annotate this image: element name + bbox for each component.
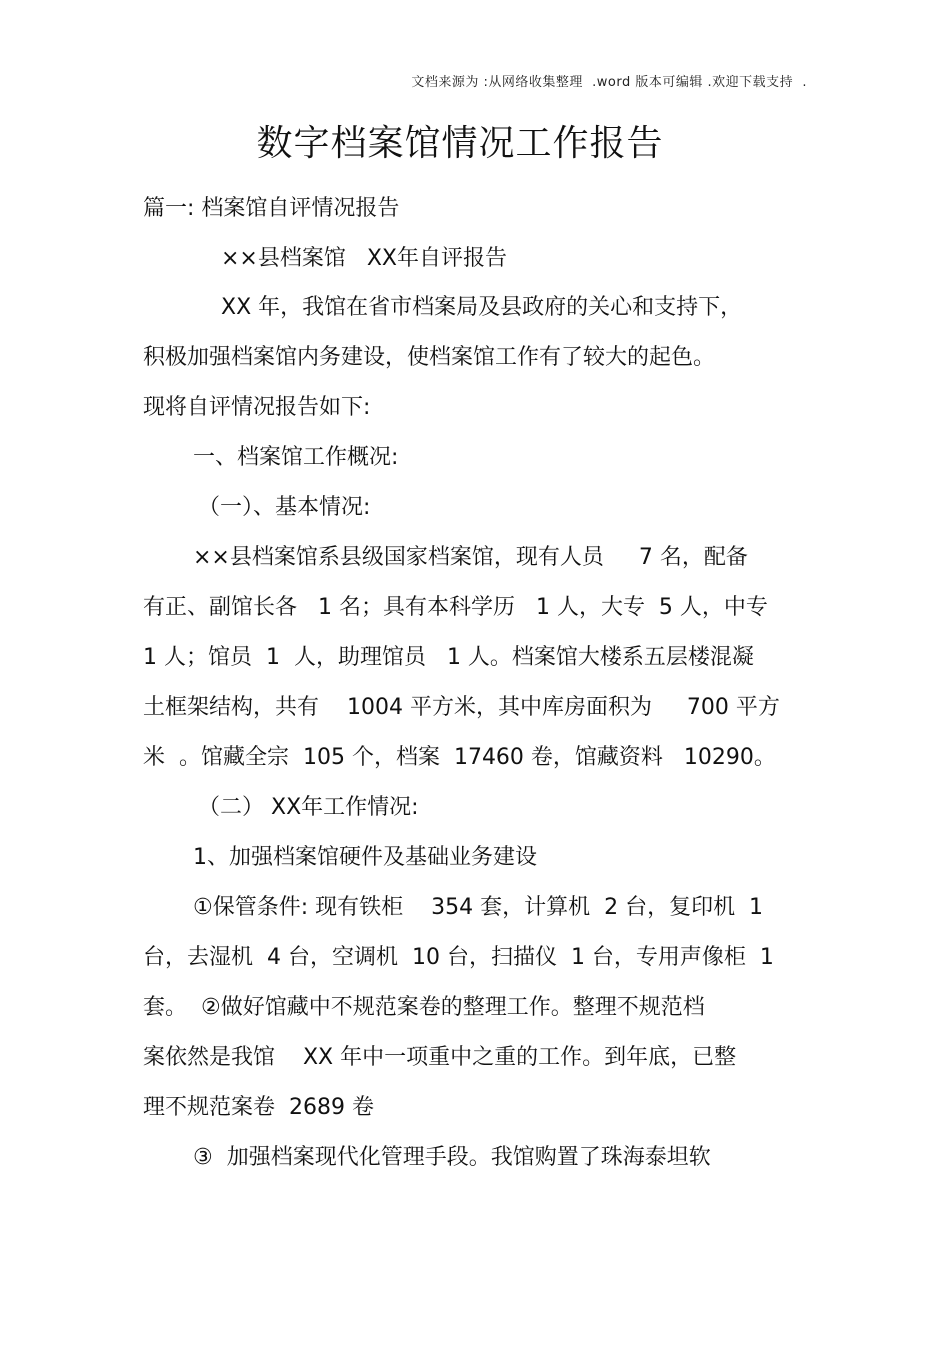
item-heading: 1、加强档案馆硬件及基础业务建设 — [193, 845, 537, 870]
paragraph-line: 案依然是我馆 XX 年中一项重中之重的工作。到年底，已整 — [143, 1045, 737, 1070]
paragraph-line: XX 年，我馆在省市档案局及县政府的关心和支持下， — [221, 295, 743, 320]
document-title: 数字档案馆情况工作报告 — [256, 123, 664, 164]
paragraph-line: 理不规范案卷 2689 卷 — [143, 1095, 374, 1120]
paragraph-line: ③ 加强档案现代化管理手段。我馆购置了珠海泰坦软 — [193, 1145, 711, 1170]
paragraph-line: 米 。馆藏全宗 105 个，档案 17460 卷，馆藏资料 10290。 — [143, 745, 776, 770]
paragraph-line: 现将自评情况报告如下: — [143, 395, 371, 420]
subsection-heading: （二） XX年工作情况: — [198, 795, 419, 820]
paragraph-line: 1 人；馆员 1 人，助理馆员 1 人。档案馆大楼系五层楼混凝 — [143, 645, 754, 670]
subsection-heading: （一）、基本情况: — [198, 495, 371, 520]
paragraph-line: 有正、副馆长各 1 名；具有本科学历 1 人，大专 5 人，中专 — [143, 595, 768, 620]
paragraph-line: ①保管条件: 现有铁柜 354 套，计算机 2 台，复印机 1 — [193, 895, 764, 920]
section-heading-part-one: 篇一: 档案馆自评情况报告 — [143, 196, 400, 221]
paragraph-line: ××县档案馆系县级国家档案馆，现有人员 7 名，配备 — [193, 545, 748, 570]
paragraph-line: 土框架结构，共有 1004 平方米，其中库房面积为 700 平方 — [143, 695, 780, 720]
paragraph-line: 积极加强档案馆内务建设，使档案馆工作有了较大的起色。 — [143, 345, 716, 370]
header-note: 文档来源为 :从网络收集整理 .word 版本可编辑 .欢迎下载支持 . — [411, 75, 807, 90]
section-heading: 一、档案馆工作概况: — [193, 445, 399, 470]
paragraph-line: 台，去湿机 4 台，空调机 10 台，扫描仪 1 台，专用声像柜 1 — [143, 945, 774, 970]
report-subtitle: ××县档案馆 XX年自评报告 — [221, 246, 507, 271]
paragraph-line: 套。 ②做好馆藏中不规范案卷的整理工作。整理不规范档 — [143, 995, 705, 1020]
